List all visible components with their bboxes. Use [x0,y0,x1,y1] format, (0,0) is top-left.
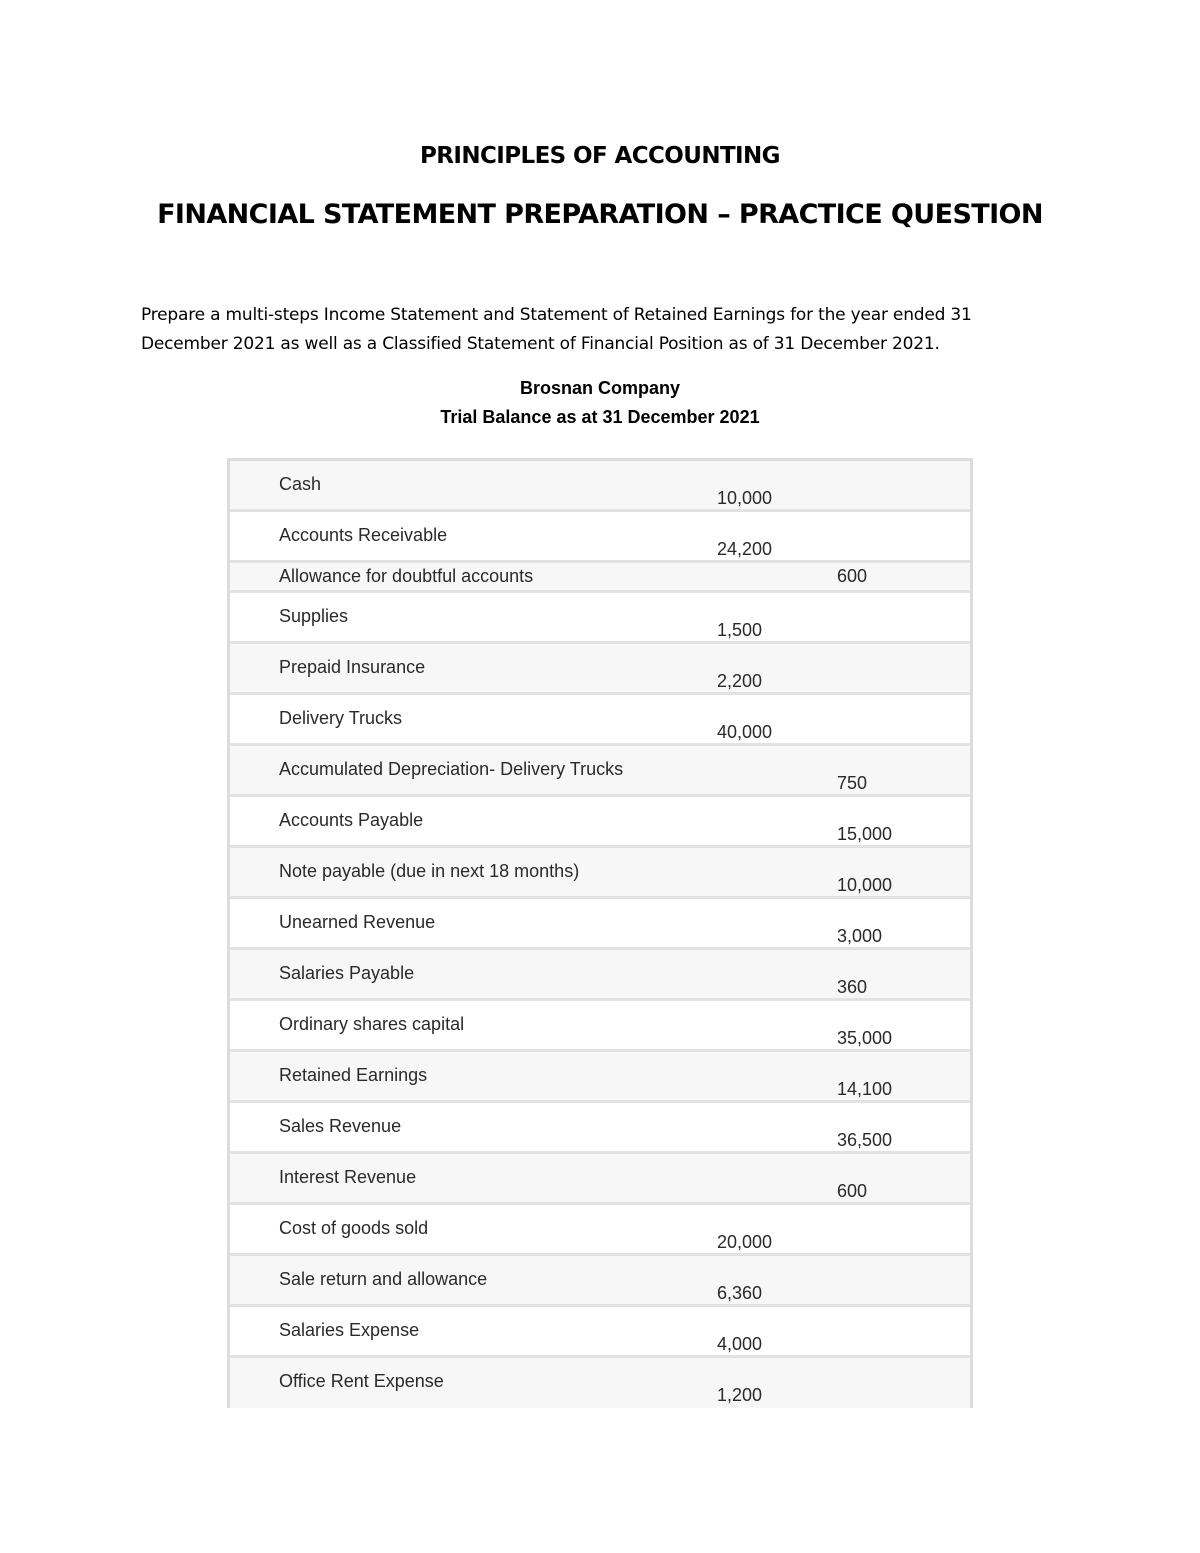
table-row [230,1358,970,1408]
account-name: Cost of goods sold [279,1218,429,1238]
account-name: Prepaid Insurance [279,657,426,677]
document-title: FINANCIAL STATEMENT PREPARATION – PRACTICE QUESTION [157,199,1043,230]
account-name: Salaries Payable [279,963,415,983]
debit-amount: 24,200 [717,539,773,559]
account-name: Office Rent Expense [279,1371,444,1391]
instructions-line-1: Prepare a multi-steps Income Statement and Statement of Retained Earnings for the year ended 31 [141,305,972,325]
table-row [230,593,970,644]
credit-amount: 360 [837,977,868,997]
instructions-paragraph [141,301,1041,359]
account-name: Accounts Payable [279,810,424,830]
credit-amount: 14,100 [837,1079,893,1099]
account-name: Note payable (due in next 18 months) [279,861,580,881]
credit-amount: 10,000 [837,875,893,895]
account-name: Sale return and allowance [279,1269,488,1289]
table-row [230,1205,970,1256]
account-name: Ordinary shares capital [279,1014,465,1034]
table-row [230,1103,970,1154]
debit-amount: 4,000 [717,1334,763,1354]
table-row [230,1154,970,1205]
table-row [230,695,970,746]
account-name: Delivery Trucks [279,708,403,728]
account-name: Accounts Receivable [279,525,448,545]
debit-amount: 10,000 [717,488,773,508]
table-row [230,899,970,950]
table-row [230,1052,970,1103]
trial-balance-title: Trial Balance as at 31 December 2021 [440,407,760,427]
debit-amount: 40,000 [717,722,773,742]
credit-amount: 750 [837,773,868,793]
account-name: Sales Revenue [279,1116,402,1136]
account-name: Cash [279,474,322,494]
table-row [230,1001,970,1052]
table-row [230,1307,970,1358]
credit-amount: 3,000 [837,926,883,946]
account-name: Supplies [279,606,349,626]
table-row [230,644,970,695]
table-row [230,563,970,593]
debit-amount: 20,000 [717,1232,773,1252]
table-row [230,461,970,512]
course-title: PRINCIPLES OF ACCOUNTING [420,143,780,169]
account-name: Retained Earnings [279,1065,428,1085]
debit-amount: 1,500 [717,620,763,640]
account-name: Interest Revenue [279,1167,417,1187]
table-row [230,797,970,848]
debit-amount: 1,200 [717,1385,763,1405]
company-name: Brosnan Company [519,378,681,398]
credit-amount: 600 [837,566,868,586]
credit-amount: 15,000 [837,824,893,844]
table-row [230,950,970,1001]
account-name: Accumulated Depreciation- Delivery Trucks [279,759,624,779]
table-row [230,512,970,563]
debit-amount: 2,200 [717,671,763,691]
account-name: Unearned Revenue [279,912,436,932]
account-name: Allowance for doubtful accounts [279,566,534,586]
credit-amount: 600 [837,1181,868,1201]
table-row [230,746,970,797]
trial-balance-table [227,458,973,1408]
debit-amount: 6,360 [717,1283,763,1303]
instructions-line-2: December 2021 as well as a Classified Statement of Financial Position as of 31 December 2021. [141,334,940,354]
credit-amount: 35,000 [837,1028,893,1048]
table-row [230,848,970,899]
credit-amount: 36,500 [837,1130,893,1150]
table-row [230,1256,970,1307]
account-name: Salaries Expense [279,1320,420,1340]
